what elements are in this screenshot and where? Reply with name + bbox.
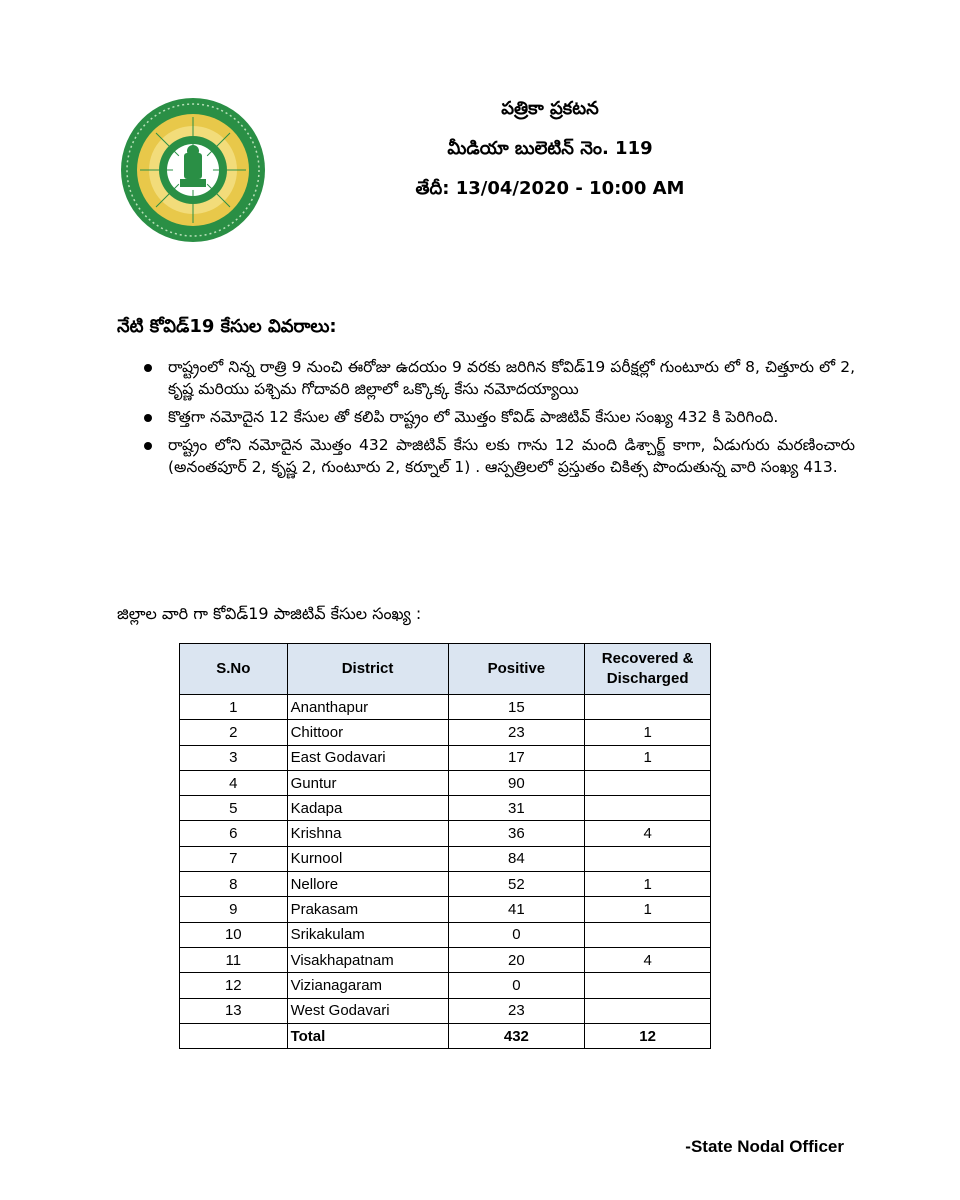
table-row: [180, 973, 711, 998]
table-row: [180, 770, 711, 795]
table-row: [180, 695, 711, 720]
recovered-cell: [585, 695, 711, 720]
district-cell: Kurnool: [287, 846, 448, 871]
bulletin-number: మీడియా బులెటిన్ నెం. 119: [447, 138, 653, 159]
bullet-item: రాష్ట్రంలో నిన్న రాత్రి 9 నుంచి ఈరోజు ఉదయం 9 వరకు జరిగిన కోవిడ్19 పరీక్షల్లో గుంటూరు లో 8, చిత్తూరు లో 2, కృష్ణ మరియు పశ్చిమ గోదావరి జిల్లాలో ఒక్కొక్క కేసు నమోదయ్యాయి: [140, 356, 855, 400]
table-header-row: [180, 644, 711, 695]
positive-cell: 52: [448, 872, 585, 897]
district-cell: Prakasam: [287, 897, 448, 922]
district-cases-table: [179, 643, 711, 1049]
bullet-item: కొత్తగా నమోదైన 12 కేసుల తో కలిపి రాష్ట్రం లో మొత్తం కోవిడ్ పాజిటివ్ కేసుల సంఖ్య 432 కి పెరిగింది.: [140, 406, 855, 428]
sno-cell: 9: [180, 897, 288, 922]
sno-cell: 12: [180, 973, 288, 998]
recovered-cell: 1: [585, 745, 711, 770]
sno-cell: 13: [180, 998, 288, 1023]
district-cell: Ananthapur: [287, 695, 448, 720]
header-district: District: [287, 644, 448, 695]
table-row: [180, 846, 711, 871]
positive-cell: 23: [448, 998, 585, 1023]
total-sno-cell: [180, 1023, 288, 1048]
positive-cell: 23: [448, 720, 585, 745]
total-positive: 432: [448, 1023, 585, 1048]
bullet-dot-icon: [144, 364, 152, 372]
positive-cell: 17: [448, 745, 585, 770]
district-cell: Vizianagaram: [287, 973, 448, 998]
sno-cell: 10: [180, 922, 288, 947]
header-positive: Positive: [448, 644, 585, 695]
positive-cell: 31: [448, 796, 585, 821]
header-recovered: Recovered & Discharged: [585, 644, 711, 695]
positive-cell: 36: [448, 821, 585, 846]
table-row: [180, 897, 711, 922]
recovered-cell: 1: [585, 872, 711, 897]
positive-cell: 90: [448, 770, 585, 795]
signature: -State Nodal Officer: [685, 1137, 844, 1156]
bullet-item: రాష్ట్రం లోని నమోదైన మొత్తం 432 పాజిటివ్ కేసు లకు గాను 12 మంది డిశ్చార్జ్ కాగా, ఏడుగురు మరణించారు (అనంతపూర్ 2, కృష్ణ 2, గుంటూరు 2, కర్నూల్ 1) . ఆస్పత్రిలలో ప్రస్తుతం చికిత్స పొందుతున్న వారి సంఖ్య 413.: [140, 434, 855, 478]
district-cell: Visakhapatnam: [287, 947, 448, 972]
table-total-row: [180, 1023, 711, 1048]
table-row: [180, 745, 711, 770]
table-row: [180, 947, 711, 972]
bulletin-date: తేదీ: 13/04/2020 - 10:00 AM: [415, 178, 685, 199]
sno-cell: 8: [180, 872, 288, 897]
table-row: [180, 998, 711, 1023]
bullet-dot-icon: [144, 414, 152, 422]
positive-cell: 20: [448, 947, 585, 972]
district-cell: Nellore: [287, 872, 448, 897]
header-sno: S.No: [180, 644, 288, 695]
recovered-cell: 4: [585, 947, 711, 972]
district-cell: Krishna: [287, 821, 448, 846]
recovered-cell: [585, 770, 711, 795]
table-row: [180, 922, 711, 947]
positive-cell: 0: [448, 922, 585, 947]
district-cell: West Godavari: [287, 998, 448, 1023]
table-row: [180, 720, 711, 745]
recovered-cell: 1: [585, 897, 711, 922]
district-cell: Kadapa: [287, 796, 448, 821]
sno-cell: 5: [180, 796, 288, 821]
section-title: నేటి కోవిడ్19 కేసుల వివరాలు:: [117, 316, 337, 337]
table-row: [180, 796, 711, 821]
table-row: [180, 872, 711, 897]
recovered-cell: [585, 796, 711, 821]
total-label: Total: [287, 1023, 448, 1048]
positive-cell: 84: [448, 846, 585, 871]
positive-cell: 0: [448, 973, 585, 998]
district-cell: Guntur: [287, 770, 448, 795]
table-title: జిల్లాల వారి గా కోవిడ్19 పాజిటివ్ కేసుల సంఖ్య :: [117, 604, 422, 623]
recovered-cell: [585, 846, 711, 871]
recovered-cell: [585, 998, 711, 1023]
government-emblem-logo: [118, 95, 268, 245]
sno-cell: 2: [180, 720, 288, 745]
bulletin-header: [340, 98, 760, 200]
sno-cell: 1: [180, 695, 288, 720]
district-cell: Chittoor: [287, 720, 448, 745]
sno-cell: 3: [180, 745, 288, 770]
sno-cell: 7: [180, 846, 288, 871]
recovered-cell: 4: [585, 821, 711, 846]
table-row: [180, 821, 711, 846]
bullet-dot-icon: [144, 442, 152, 450]
recovered-cell: 1: [585, 720, 711, 745]
sno-cell: 4: [180, 770, 288, 795]
recovered-cell: [585, 973, 711, 998]
total-recovered: 12: [585, 1023, 711, 1048]
positive-cell: 41: [448, 897, 585, 922]
district-cell: Srikakulam: [287, 922, 448, 947]
press-release-title: పత్రికా ప్రకటన: [501, 98, 599, 119]
bullet-list: [140, 356, 855, 484]
sno-cell: 11: [180, 947, 288, 972]
district-cell: East Godavari: [287, 745, 448, 770]
positive-cell: 15: [448, 695, 585, 720]
sno-cell: 6: [180, 821, 288, 846]
recovered-cell: [585, 922, 711, 947]
